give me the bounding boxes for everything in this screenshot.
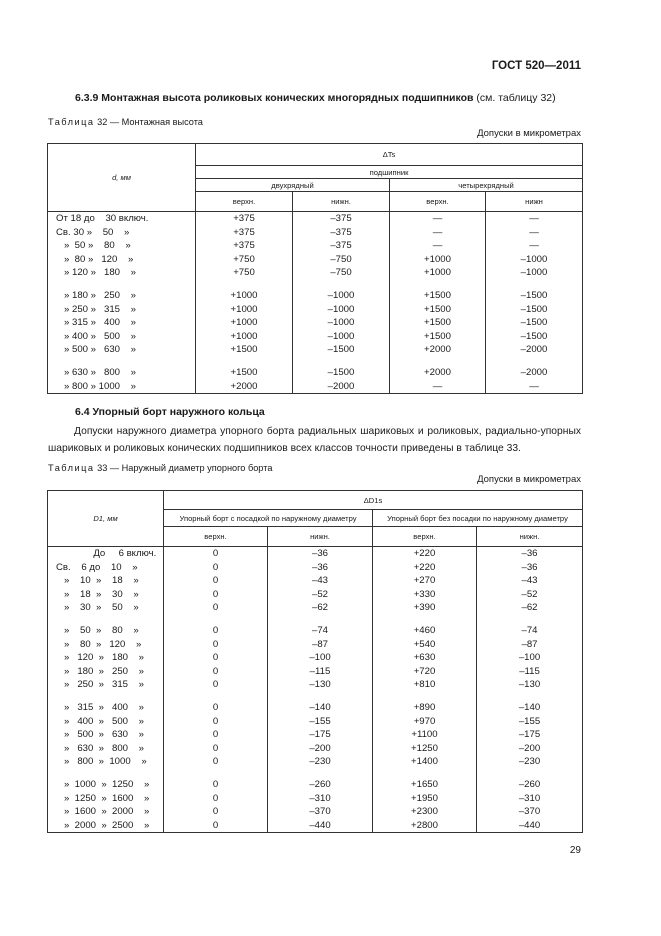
value-cell: –1000 <box>293 316 390 330</box>
value-cell: –100 <box>477 651 583 665</box>
table-row <box>48 678 583 692</box>
spacer-cell <box>477 692 583 701</box>
spacer-cell <box>486 357 583 366</box>
value-cell: +540 <box>373 638 477 652</box>
value-cell: +1500 <box>390 289 486 303</box>
range-cell: » 630 » 800 » <box>48 366 196 380</box>
table-row <box>48 303 583 317</box>
section-64-heading <box>75 406 265 418</box>
range-cell: » 500 » 630 » <box>48 343 196 357</box>
section-64-paragraph <box>48 423 581 457</box>
range-cell: » 80 » 120 » <box>48 638 164 652</box>
value-cell: 0 <box>164 547 268 561</box>
spacer-cell <box>477 615 583 624</box>
table33-header-lower: нижн. <box>268 527 373 547</box>
table32-header-quad: четырехрядный <box>390 179 583 192</box>
range-cell: » 120 » 180 » <box>48 651 164 665</box>
value-cell: +1500 <box>196 343 293 357</box>
row-spacer <box>48 692 583 701</box>
value-cell: –200 <box>477 742 583 756</box>
value-cell: +1000 <box>196 316 293 330</box>
value-cell: –2000 <box>486 343 583 357</box>
value-cell: –260 <box>268 778 373 792</box>
value-cell: –62 <box>268 601 373 615</box>
page-number: 29 <box>569 845 581 856</box>
spacer-cell <box>196 357 293 366</box>
value-cell: –36 <box>268 561 373 575</box>
value-cell: +2000 <box>196 380 293 394</box>
range-cell: Св. 30 » 50 » <box>48 226 196 240</box>
value-cell: +220 <box>373 547 477 561</box>
value-cell: 0 <box>164 778 268 792</box>
range-cell: » 315 » 400 » <box>48 316 196 330</box>
value-cell: 0 <box>164 601 268 615</box>
document-header: ГОСТ 520—2011 <box>491 60 581 72</box>
spacer-cell <box>373 769 477 778</box>
table-row <box>48 343 583 357</box>
spacer-cell <box>373 692 477 701</box>
table32-header-upper: верхн. <box>196 192 293 212</box>
value-cell: 0 <box>164 701 268 715</box>
value-cell: +1000 <box>390 266 486 280</box>
table32 <box>47 143 583 394</box>
table33-caption-word: Таблица <box>48 463 95 473</box>
spacer-cell <box>48 692 164 701</box>
range-cell: » 80 » 120 » <box>48 253 196 267</box>
value-cell: –115 <box>477 665 583 679</box>
value-cell: –1000 <box>486 253 583 267</box>
value-cell: +375 <box>196 226 293 240</box>
table-row <box>48 728 583 742</box>
value-cell: — <box>486 239 583 253</box>
table33-header-nofit: Упорный борт без посадки по наружному диаметру <box>373 510 583 527</box>
range-cell: » 50 » 80 » <box>48 624 164 638</box>
table-row <box>48 805 583 819</box>
table33-header-fit: Упорный борт с посадкой по наружному диаметру <box>164 510 373 527</box>
value-cell: +1000 <box>196 330 293 344</box>
table-row <box>48 380 583 394</box>
value-cell: +1000 <box>196 289 293 303</box>
value-cell: +630 <box>373 651 477 665</box>
table-row <box>48 266 583 280</box>
table32-header-delta: ΔTs <box>196 144 583 166</box>
table-row <box>48 289 583 303</box>
table32-header-bearing: подшипник <box>196 166 583 179</box>
value-cell: +750 <box>196 266 293 280</box>
value-cell: +1400 <box>373 755 477 769</box>
range-cell: » 18 » 30 » <box>48 588 164 602</box>
value-cell: +270 <box>373 574 477 588</box>
value-cell: –1500 <box>293 343 390 357</box>
value-cell: –310 <box>268 792 373 806</box>
value-cell: –1000 <box>293 330 390 344</box>
value-cell: 0 <box>164 728 268 742</box>
spacer-cell <box>48 769 164 778</box>
value-cell: 0 <box>164 665 268 679</box>
row-spacer <box>48 615 583 624</box>
value-cell: 0 <box>164 651 268 665</box>
value-cell: –87 <box>268 638 373 652</box>
table-row <box>48 588 583 602</box>
table33-header-lower2: нижн. <box>477 527 583 547</box>
spacer-cell <box>268 769 373 778</box>
value-cell: –310 <box>477 792 583 806</box>
value-cell: 0 <box>164 755 268 769</box>
value-cell: 0 <box>164 742 268 756</box>
value-cell: –375 <box>293 226 390 240</box>
value-cell: –230 <box>268 755 373 769</box>
value-cell: 0 <box>164 819 268 833</box>
value-cell: –175 <box>268 728 373 742</box>
range-cell: » 1250 » 1600 » <box>48 792 164 806</box>
table-row <box>48 792 583 806</box>
table33-header-delta: ΔD1s <box>164 491 583 510</box>
range-cell: » 180 » 250 » <box>48 289 196 303</box>
range-cell: » 30 » 50 » <box>48 601 164 615</box>
spacer-cell <box>293 357 390 366</box>
range-cell: » 400 » 500 » <box>48 330 196 344</box>
range-cell: До 6 включ. <box>48 547 164 561</box>
range-cell: » 250 » 315 » <box>48 678 164 692</box>
value-cell: –155 <box>268 715 373 729</box>
spacer-cell <box>390 280 486 289</box>
value-cell: — <box>486 226 583 240</box>
value-cell: –62 <box>477 601 583 615</box>
table-row <box>48 601 583 615</box>
value-cell: +2300 <box>373 805 477 819</box>
value-cell: — <box>486 212 583 226</box>
value-cell: +890 <box>373 701 477 715</box>
value-cell: –750 <box>293 266 390 280</box>
table-row <box>48 742 583 756</box>
value-cell: –100 <box>268 651 373 665</box>
value-cell: +1650 <box>373 778 477 792</box>
range-cell: » 120 » 180 » <box>48 266 196 280</box>
table-row <box>48 561 583 575</box>
value-cell: 0 <box>164 588 268 602</box>
table-row <box>48 701 583 715</box>
spacer-cell <box>486 280 583 289</box>
section-64-title: Упорный борт наружного кольца <box>92 406 265 418</box>
value-cell: –1000 <box>486 266 583 280</box>
table-row <box>48 819 583 833</box>
row-spacer <box>48 769 583 778</box>
row-spacer <box>48 357 583 366</box>
value-cell: –370 <box>268 805 373 819</box>
value-cell: +1500 <box>390 303 486 317</box>
value-cell: — <box>486 380 583 394</box>
value-cell: +390 <box>373 601 477 615</box>
value-cell: +1950 <box>373 792 477 806</box>
value-cell: –750 <box>293 253 390 267</box>
value-cell: –74 <box>268 624 373 638</box>
value-cell: –1000 <box>293 303 390 317</box>
range-cell: » 2000 » 2500 » <box>48 819 164 833</box>
table32-caption-text: 32 — Монтажная высота <box>97 117 203 127</box>
value-cell: +810 <box>373 678 477 692</box>
section-639-title: Монтажная высота роликовых конических многорядных подшипников <box>101 92 474 104</box>
spacer-cell <box>164 769 268 778</box>
section-639-number: 6.3.9 <box>75 92 99 104</box>
spacer-cell <box>293 280 390 289</box>
value-cell: — <box>390 212 486 226</box>
table32-header-param: d, мм <box>48 144 196 212</box>
range-cell: Св. 6 до 10 » <box>48 561 164 575</box>
value-cell: –87 <box>477 638 583 652</box>
value-cell: –1500 <box>486 303 583 317</box>
value-cell: –2000 <box>293 380 390 394</box>
value-cell: –130 <box>477 678 583 692</box>
range-cell: » 500 » 630 » <box>48 728 164 742</box>
table-row <box>48 239 583 253</box>
value-cell: +750 <box>196 253 293 267</box>
section-64-paragraph-text: Допуски наружного диаметра упорного борта радиальных шариковых и роликовых, радиально-упорных шариковых и роликовых конических подшипников всех классов точности приведены в таблице 33. <box>48 426 581 454</box>
table33-caption-text: 33 — Наружный диаметр упорного борта <box>97 463 273 473</box>
value-cell: — <box>390 239 486 253</box>
range-cell: » 180 » 250 » <box>48 665 164 679</box>
table33-units: Допуски в микрометрах <box>477 474 581 485</box>
value-cell: –1500 <box>486 289 583 303</box>
value-cell: 0 <box>164 792 268 806</box>
range-cell: » 1000 » 1250 » <box>48 778 164 792</box>
range-cell: » 800 » 1000 » <box>48 380 196 394</box>
spacer-cell <box>477 769 583 778</box>
value-cell: –375 <box>293 212 390 226</box>
value-cell: +1250 <box>373 742 477 756</box>
value-cell: –1000 <box>293 289 390 303</box>
spacer-cell <box>390 357 486 366</box>
range-cell: » 1600 » 2000 » <box>48 805 164 819</box>
value-cell: –140 <box>477 701 583 715</box>
value-cell: +720 <box>373 665 477 679</box>
table-row <box>48 330 583 344</box>
spacer-cell <box>268 615 373 624</box>
spacer-cell <box>48 615 164 624</box>
value-cell: –1500 <box>293 366 390 380</box>
value-cell: –140 <box>268 701 373 715</box>
range-cell: » 400 » 500 » <box>48 715 164 729</box>
spacer-cell <box>373 615 477 624</box>
value-cell: +375 <box>196 239 293 253</box>
table-row <box>48 574 583 588</box>
spacer-cell <box>48 357 196 366</box>
table32-header-double: двухрядный <box>196 179 390 192</box>
table-row <box>48 624 583 638</box>
section-639-heading <box>75 92 556 104</box>
value-cell: +1000 <box>390 253 486 267</box>
table-row <box>48 638 583 652</box>
value-cell: –230 <box>477 755 583 769</box>
value-cell: 0 <box>164 574 268 588</box>
value-cell: –440 <box>477 819 583 833</box>
value-cell: –200 <box>268 742 373 756</box>
value-cell: –130 <box>268 678 373 692</box>
value-cell: +1500 <box>390 316 486 330</box>
value-cell: +330 <box>373 588 477 602</box>
value-cell: –175 <box>477 728 583 742</box>
table32-header-lower2: нижн <box>486 192 583 212</box>
value-cell: +1500 <box>390 330 486 344</box>
spacer-cell <box>164 692 268 701</box>
table33-header-upper: верхн. <box>164 527 268 547</box>
value-cell: — <box>390 226 486 240</box>
table-row <box>48 755 583 769</box>
spacer-cell <box>268 692 373 701</box>
range-cell: » 10 » 18 » <box>48 574 164 588</box>
table32-units: Допуски в микрометрах <box>477 128 581 139</box>
value-cell: +460 <box>373 624 477 638</box>
value-cell: –1500 <box>486 330 583 344</box>
value-cell: –375 <box>293 239 390 253</box>
value-cell: –52 <box>268 588 373 602</box>
value-cell: — <box>390 380 486 394</box>
value-cell: –74 <box>477 624 583 638</box>
value-cell: +970 <box>373 715 477 729</box>
value-cell: +220 <box>373 561 477 575</box>
value-cell: +2800 <box>373 819 477 833</box>
section-64-number: 6.4 <box>75 406 90 418</box>
range-cell: » 315 » 400 » <box>48 701 164 715</box>
value-cell: 0 <box>164 638 268 652</box>
value-cell: +1500 <box>196 366 293 380</box>
table32-header-lower: нижн. <box>293 192 390 212</box>
value-cell: +1000 <box>196 303 293 317</box>
spacer-cell <box>164 615 268 624</box>
table33-caption <box>48 463 272 473</box>
table-row <box>48 316 583 330</box>
table-row <box>48 651 583 665</box>
value-cell: 0 <box>164 715 268 729</box>
table-row <box>48 778 583 792</box>
table-row <box>48 212 583 226</box>
value-cell: –36 <box>477 561 583 575</box>
table-row <box>48 226 583 240</box>
value-cell: –2000 <box>486 366 583 380</box>
value-cell: –36 <box>268 547 373 561</box>
value-cell: –43 <box>268 574 373 588</box>
table33 <box>47 490 583 833</box>
table-row <box>48 547 583 561</box>
value-cell: –440 <box>268 819 373 833</box>
value-cell: –115 <box>268 665 373 679</box>
value-cell: –52 <box>477 588 583 602</box>
value-cell: 0 <box>164 805 268 819</box>
table33-header-upper2: верхн. <box>373 527 477 547</box>
value-cell: –370 <box>477 805 583 819</box>
table-row <box>48 715 583 729</box>
value-cell: 0 <box>164 624 268 638</box>
value-cell: 0 <box>164 678 268 692</box>
table33-header-param: D1, мм <box>48 491 164 547</box>
table32-header-upper2: верхн. <box>390 192 486 212</box>
value-cell: –260 <box>477 778 583 792</box>
table32-caption-word: Таблица <box>48 117 95 127</box>
range-cell: » 630 » 800 » <box>48 742 164 756</box>
value-cell: –43 <box>477 574 583 588</box>
value-cell: +2000 <box>390 343 486 357</box>
table-row <box>48 253 583 267</box>
value-cell: –155 <box>477 715 583 729</box>
value-cell: –1500 <box>486 316 583 330</box>
value-cell: +1100 <box>373 728 477 742</box>
range-cell: » 250 » 315 » <box>48 303 196 317</box>
table-row <box>48 665 583 679</box>
range-cell: От 18 до 30 включ. <box>48 212 196 226</box>
table-row <box>48 366 583 380</box>
value-cell: +2000 <box>390 366 486 380</box>
value-cell: 0 <box>164 561 268 575</box>
table32-caption <box>48 117 203 127</box>
value-cell: +375 <box>196 212 293 226</box>
range-cell: » 50 » 80 » <box>48 239 196 253</box>
row-spacer <box>48 280 583 289</box>
spacer-cell <box>48 280 196 289</box>
value-cell: –36 <box>477 547 583 561</box>
range-cell: » 800 » 1000 » <box>48 755 164 769</box>
spacer-cell <box>196 280 293 289</box>
section-639-ref: (см. таблицу 32) <box>476 92 556 104</box>
